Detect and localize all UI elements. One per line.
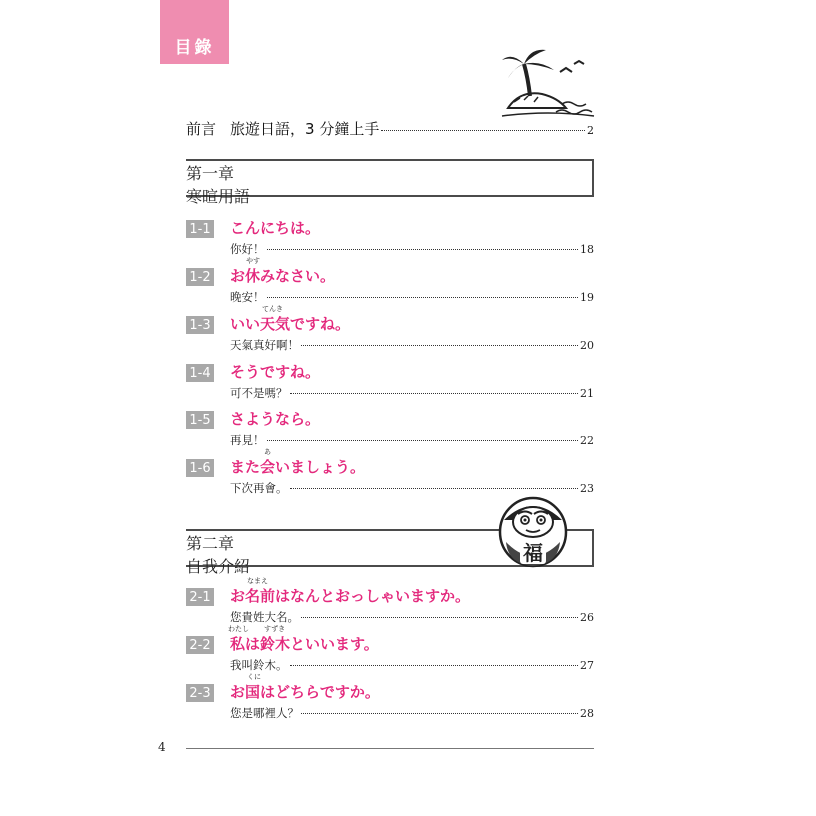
entry-page: 20 bbox=[580, 339, 594, 352]
entry-page: 18 bbox=[580, 243, 594, 256]
leader-dots bbox=[267, 249, 579, 250]
entry-japanese: そうですね。 bbox=[230, 363, 321, 381]
toc-entry bbox=[186, 305, 594, 357]
entry-japanese: さようなら。 bbox=[230, 410, 321, 428]
entry-ruby: くに bbox=[247, 673, 261, 681]
entry-translation: 下次再會。 bbox=[230, 481, 288, 495]
toc-entry bbox=[186, 359, 594, 405]
entry-number: 1-1 bbox=[186, 220, 214, 238]
chapter-title: 自我介紹 bbox=[186, 557, 251, 576]
entry-translation: 天氣真好啊！ bbox=[230, 338, 299, 352]
entry-page: 22 bbox=[580, 434, 594, 447]
footer-rule bbox=[186, 748, 594, 749]
entry-ruby: あ bbox=[264, 448, 271, 456]
entry-number: 2-2 bbox=[186, 636, 214, 654]
island-palm-icon bbox=[500, 42, 596, 124]
entry-japanese: あ また会いましょう。 bbox=[230, 448, 366, 476]
toc-tab-label: 目錄 bbox=[174, 38, 215, 58]
entry-translation: 你好！ bbox=[230, 242, 265, 256]
toc-entry bbox=[186, 673, 594, 725]
entry-japanese: やす お休みなさい。 bbox=[230, 257, 336, 285]
entry-page: 19 bbox=[580, 291, 594, 304]
entry-ruby: すずき bbox=[264, 625, 286, 633]
entry-page: 21 bbox=[580, 387, 594, 400]
entry-number: 2-1 bbox=[186, 588, 214, 606]
entry-translation: 再見！ bbox=[230, 433, 265, 447]
toc-entry bbox=[186, 577, 594, 629]
entry-page: 28 bbox=[580, 707, 594, 720]
leader-dots bbox=[290, 393, 579, 394]
preface-title: 旅遊日語，3 分鐘上手 bbox=[230, 120, 380, 138]
entry-page: 27 bbox=[580, 659, 594, 672]
toc-entry bbox=[186, 625, 594, 677]
chapter-label: 第一章 bbox=[186, 164, 235, 183]
leader-dots bbox=[290, 665, 579, 666]
preface-label: 前言 bbox=[186, 120, 217, 138]
leader-dots bbox=[381, 130, 585, 131]
page-number: 4 bbox=[158, 740, 166, 754]
daruma-character: 福 bbox=[523, 541, 543, 565]
chapter-title: 寒暄用語 bbox=[186, 187, 251, 206]
toc-entry bbox=[186, 257, 594, 309]
toc-entry bbox=[186, 215, 594, 261]
entry-japanese: わたし すずき 私は鈴木といいます。 bbox=[228, 625, 379, 653]
entry-japanese: こんにちは。 bbox=[230, 219, 321, 237]
entry-translation: 晚安！ bbox=[230, 290, 265, 304]
entry-number: 1-3 bbox=[186, 316, 214, 334]
entry-number: 1-2 bbox=[186, 268, 214, 286]
entry-ruby: やす bbox=[246, 257, 260, 265]
entry-translation: 可不是嗎？ bbox=[230, 386, 288, 400]
entry-number: 2-3 bbox=[186, 684, 214, 702]
entry-japanese: なまえ お名前はなんとおっしゃいますか。 bbox=[230, 577, 471, 605]
chapter-header-1 bbox=[186, 159, 594, 206]
entry-page: 26 bbox=[580, 611, 594, 624]
entry-number: 1-5 bbox=[186, 411, 214, 429]
preface-row bbox=[186, 118, 594, 140]
entry-page: 23 bbox=[580, 482, 594, 495]
daruma-icon bbox=[496, 492, 570, 568]
leader-dots bbox=[301, 345, 578, 346]
leader-dots bbox=[267, 297, 579, 298]
entry-ruby: てんき bbox=[262, 305, 283, 313]
preface-page: 2 bbox=[587, 124, 594, 137]
leader-dots bbox=[267, 440, 579, 441]
entry-number: 1-4 bbox=[186, 364, 214, 382]
entry-translation: 您是哪裡人？ bbox=[230, 706, 299, 720]
leader-dots bbox=[290, 488, 579, 489]
entry-japanese: てんき いい天気ですね。 bbox=[230, 305, 351, 333]
leader-dots bbox=[301, 713, 578, 714]
entry-number: 1-6 bbox=[186, 459, 214, 477]
chapter-label: 第二章 bbox=[186, 534, 235, 553]
toc-entry bbox=[186, 406, 594, 452]
entry-ruby: なまえ bbox=[247, 577, 268, 585]
entry-ruby: わたし bbox=[228, 625, 249, 633]
leader-dots bbox=[301, 617, 578, 618]
entry-japanese: くに お国はどちらですか。 bbox=[230, 673, 380, 701]
entry-translation: 我叫鈴木。 bbox=[230, 658, 288, 672]
entry-translation: 您貴姓大名。 bbox=[230, 610, 299, 624]
toc-tab bbox=[160, 0, 229, 64]
